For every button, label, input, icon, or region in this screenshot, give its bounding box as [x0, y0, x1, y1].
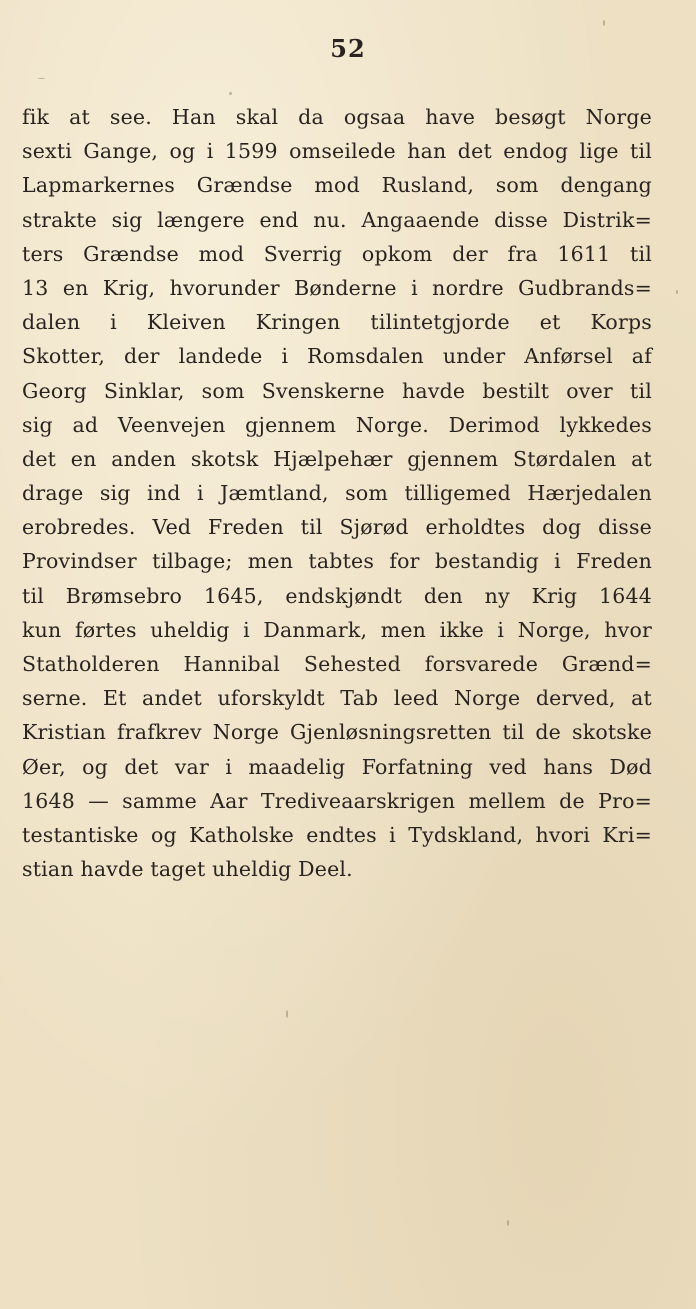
paper-speck	[229, 92, 232, 95]
text-line: drage sig ind i Jæmtland, som tilligemed Hærjedalen	[22, 481, 652, 506]
text-line: kun førtes uheldig i Danmark, men ikke i Norge, hvor	[22, 617, 652, 642]
text-line: fik at see. Han skal da ogsaa have besøgt Norge	[22, 105, 652, 129]
text-line: Georg Sinklar, som Svenskerne havde bestilt over til	[22, 378, 652, 403]
page-number: 52	[330, 34, 366, 63]
body-text	[22, 100, 652, 886]
text-line: Statholderen Hannibal Sehested forsvarede Grænd=	[22, 652, 652, 676]
text-line: Lapmarkernes Grændse mod Rusland, som dengang	[22, 173, 652, 198]
text-line: testantiske og Katholske endtes i Tydskland, hvori Kri=	[22, 822, 652, 847]
text-line: 13 en Krig, hvorunder Bønderne i nordre Gudbrands=	[22, 275, 652, 300]
text-line: ters Grændse mod Sverrig opkom der fra 1611 til	[22, 241, 652, 266]
text-line: Skotter, der landede i Romsdalen under Anførsel af	[22, 344, 652, 369]
paper-speck	[603, 20, 605, 26]
text-line: sexti Gange, og i 1599 omseilede han det endog lige til	[22, 139, 652, 164]
text-line: det en anden skotsk Hjælpehær gjennem Størdalen at	[22, 446, 652, 471]
text-line: Øer, og det var i maadelig Forfatning ved hans Død	[22, 754, 652, 779]
text-line: Kristian frafkrev Norge Gjenløsningsretten til de skotske	[22, 720, 652, 745]
paper-speck	[507, 1220, 509, 1226]
text-line: serne. Et andet uforskyldt Tab leed Norge derved, at	[22, 686, 652, 711]
text-line: til Brømsebro 1645, endskjøndt den ny Krig 1644	[22, 583, 652, 608]
text-line: sig ad Veenvejen gjennem Norge. Derimod lykkedes	[22, 412, 652, 437]
paper-speck	[38, 78, 45, 79]
text-line: strakte sig længere end nu. Angaaende disse Distrik=	[22, 207, 652, 232]
text-line: 1648 — samme Aar Trediveaarskrigen mellem de Pro=	[22, 788, 652, 813]
text-line: Provindser tilbage; men tabtes for bestandig i Freden	[22, 549, 652, 574]
paper-speck	[676, 290, 678, 294]
paper-speck	[286, 1010, 288, 1018]
text-line: erobredes. Ved Freden til Sjørød erholdtes dog disse	[22, 515, 652, 540]
text-line: stian havde taget uheldig Deel.	[22, 857, 353, 882]
text-line: dalen i Kleiven Kringen tilintetgjorde et Korps	[22, 310, 652, 335]
